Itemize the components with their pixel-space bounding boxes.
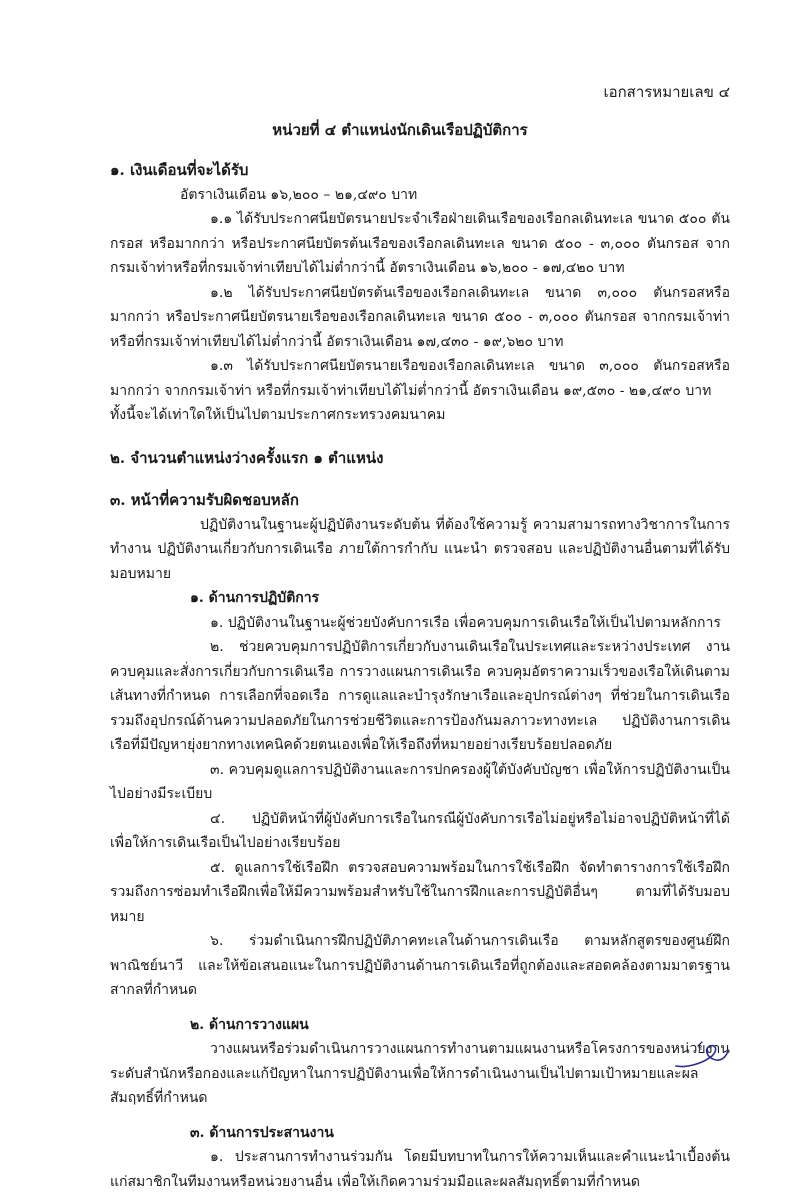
operations-item: ๑. ปฏิบัติงานในฐานะผู้ช่วยบังคับการเรือ เพื่อควบคุมการเดินเรือให้เป็นไปตามหลักการ [210,614,721,631]
section-vacancy-heading: ๒. จำนวนตำแหน่งว่างครั้งแรก ๑ ตำแหน่ง [110,448,384,467]
salary-item: ๑.๓ ได้รับประกาศนียบัตรนายเรือของเรือกลเดินทะเล ขนาด ๓,๐๐๐ ตันกรอสหรือมากกว่า จากกรมเจ้าท่า หรือที่กรมเจ้าท่าเทียบได้ไม่ต่ำกว่านี้ อัตราเงินเดือน ๑๙,๕๓๐ - ๒๑,๔๙๐ บาท [110,358,730,399]
document-body [110,150,730,1194]
duties-intro: ปฏิบัติงานในฐานะผู้ปฏิบัติงานระดับต้น ที่ต้องใช้ความรู้ ความสามารถทางวิชาการในการทำงาน ปฏิบัติงานเกี่ยวกับการเดินเรือ ภายใต้การกำกับ แนะนำ ตรวจสอบ และปฏิบัติงานอื่นตามที่ได้รับมอบหมาย [110,516,730,582]
salary-item: ๑.๑ ได้รับประกาศนียบัตรนายประจำเรือฝ่ายเดินเรือของเรือกลเดินทะเล ขนาด ๕๐๐ ตันกรอส หรือมากกว่า หรือประกาศนียบัตรต้นเรือของเรือกลเดินทะเล ขนาด ๕๐๐ - ๓,๐๐๐ ตันกรอส จากกรมเจ้าท่าหรือที่กรมเจ้าท่าเทียบได้ไม่ต่ำกว่านี้ อัตราเงินเดือน ๑๖,๒๐๐ - ๑๗,๔๒๐ บาท [110,211,730,276]
document-reference: เอกสารหมายเลข ๔ [603,83,730,101]
operations-item: ๒. ช่วยควบคุมการปฏิบัติการเกี่ยวกับงานเดินเรือในประเทศและระหว่างประเทศ งานควบคุมและสั่งการเกี่ยวกับการเดินเรือ การวางแผนการเดินเรือ ควบคุมอัตราความเร็วของเรือให้เดินตามเส้นทางที่กำหนด การเลือกที่จอดเรือ การดูแลและบำรุงรักษาเรือและอุปกรณ์ต่างๆ ที่ช่วยในการเดินเรือ รวมถึงอุปกรณ์ด้านความปลอดภัยในการช่วยชีวิตและการป้องกันมลภาวะทางทะเล ปฏิบัติงานการเดินเรือที่มีปัญหายุ่งยากทางเทคนิคด้วยตนเองเพื่อให้เรือถึงที่หมายอย่างเรียบร้อยปลอดภัย [110,639,730,753]
salary-item: ๑.๒ ได้รับประกาศนียบัตรต้นเรือของเรือกลเดินทะเล ขนาด ๓,๐๐๐ ตันกรอสหรือมากกว่า หรือประกาศนียบัตรนายเรือของเรือกลเดินทะเล ขนาด ๕๐๐ - ๓,๐๐๐ ตันกรอส จากกรมเจ้าท่าหรือที่กรมเจ้าท่าเทียบได้ไม่ต่ำกว่านี้ อัตราเงินเดือน ๑๗,๔๓๐ - ๑๙,๖๒๐ บาท [110,284,730,350]
section-duties-heading: ๓. หน้าที่ความรับผิดชอบหลัก [110,491,299,509]
planning-text: วางแผนหรือร่วมดำเนินการวางแผนการทำงานตามแผนงานหรือโครงการของหน่วยงานระดับสำนักหรือกองและแก้ปัญหาในการปฏิบัติงานเพื่อให้การดำเนินงานเป็นไปตามเป้าหมายและผลสัมฤทธิ์ที่กำหนด [110,1041,730,1106]
planning-heading: ๒. ด้านการวางแผน [190,1016,309,1033]
operations-item: ๓. ควบคุมดูแลการปฏิบัติงานและการปกครองผู้ใต้บังคับบัญชา เพื่อให้การปฏิบัติงานเป็นไปอย่างมีระเบียบ [110,761,730,802]
operations-item: ๔. ปฏิบัติหน้าที่ผู้บังคับการเรือในกรณีผู้บังคับการเรือไม่อยู่หรือไม่อาจปฏิบัติหน้าที่ได้ เพื่อให้การเดินเรือเป็นไปอย่างเรียบร้อย [110,810,730,851]
operations-item: ๖. ร่วมดำเนินการฝึกปฏิบัติภาคทะเลในด้านการเดินเรือ ตามหลักสูตรของศูนย์ฝึกพาณิชย์นาวี และให้ข้อเสนอแนะในการปฏิบัติงานด้านการเดินเรือที่ถูกต้องและสอดคล้องตามมาตรฐานสากลที่กำหนด [110,933,730,998]
coordination-text: ๑. ประสานการทำงานร่วมกัน โดยมีบทบาทในการให้ความเห็นและคำแนะนำเบื้องต้นแก่สมาชิกในทีมงานหรือหน่วยงานอื่น เพื่อให้เกิดความร่วมมือและผลสัมฤทธิ์ตามที่กำหนด [110,1149,730,1190]
salary-note: ทั้งนี้จะได้เท่าใดให้เป็นไปตามประกาศกระทรวงคมนาคม [110,407,446,423]
section-salary-heading: ๑. เงินเดือนที่จะได้รับ [110,161,249,179]
signature-mark [672,1038,732,1072]
coordination-heading: ๓. ด้านการประสานงาน [190,1124,334,1141]
salary-rate: อัตราเงินเดือน ๑๖,๒๐๐ – ๒๑,๔๙๐ บาท [180,186,418,203]
operations-heading: ๑. ด้านการปฏิบัติการ [190,590,320,606]
operations-item: ๕. ดูแลการใช้เรือฝึก ตรวจสอบความพร้อมในการใช้เรือฝึก จัดทำตารางการใช้เรือฝึก รวมถึงการซ่อมทำเรือฝึกเพื่อให้มีความพร้อมสำหรับใช้ในการฝึกและการปฏิบัติอื่นๆ ตามที่ได้รับมอบหมาย [110,859,730,925]
document-title: หน่วยที่ ๔ ตำแหน่งนักเดินเรือปฏิบัติการ [272,121,528,139]
